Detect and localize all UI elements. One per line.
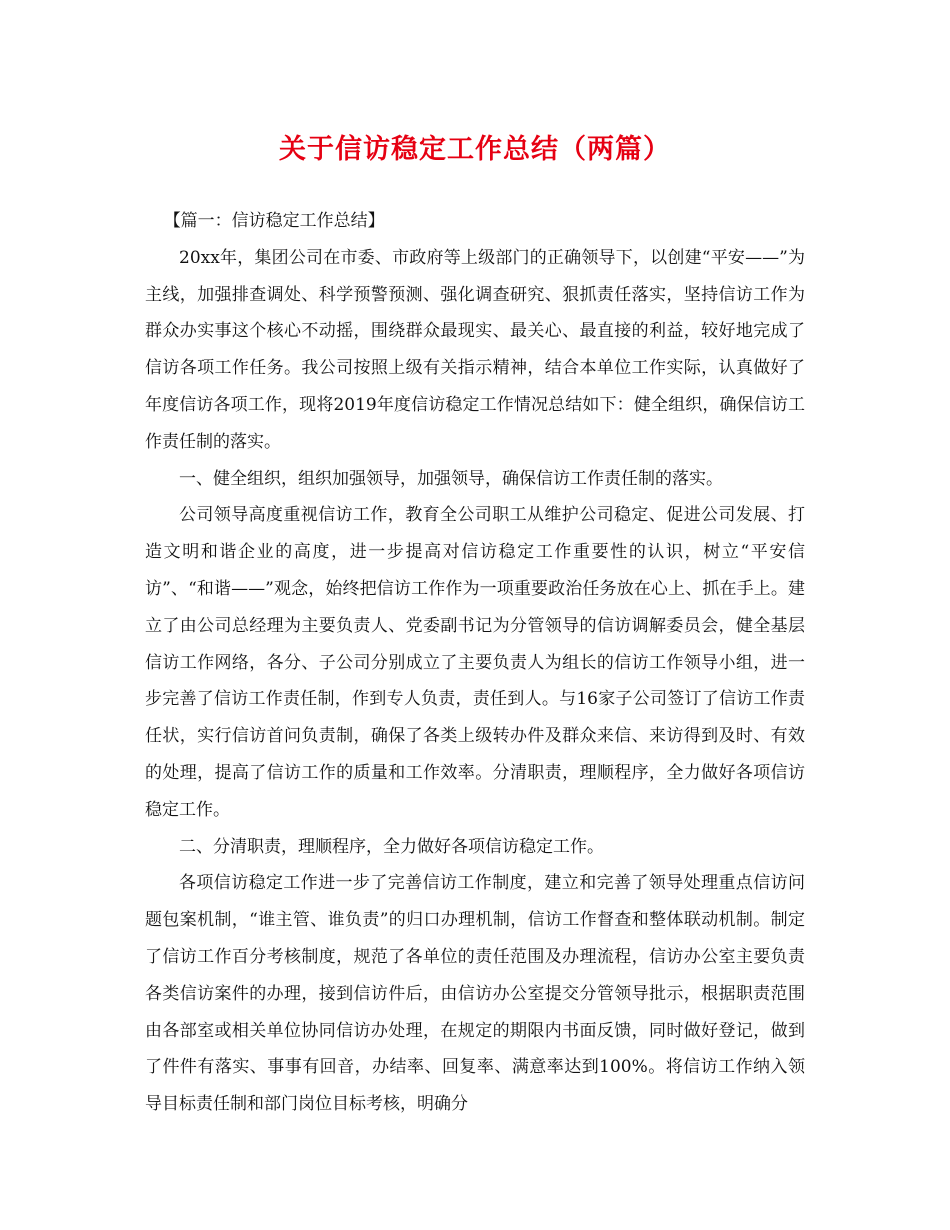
document-body (145, 203, 805, 1123)
paragraph: 20xx年，集团公司在市委、市政府等上级部门的正确领导下，以创建“平安——”为主线，加强排查调处、科学预警预测、强化调查研究、狠抓责任落实，坚持信访工作为群众办实事这个核心不动摇，围绕群众最现实、最关心、最直接的利益，较好地完成了信访各项工作任务。我公司按照上级有关指示精神，结合本单位工作实际，认真做好了年度信访各项工作，现将2019年度信访稳定工作情况总结如下：健全组织，确保信访工作责任制的落实。 (145, 247, 805, 452)
paragraph: 二、分清职责，理顺程序，全力做好各项信访稳定工作。 (179, 836, 604, 857)
section-heading: 【篇一：信访稳定工作总结】 (163, 211, 385, 231)
paragraph: 一、健全组织，组织加强领导，加强领导，确保信访工作责任制的落实。 (179, 468, 723, 489)
paragraph: 公司领导高度重视信访工作，教育全公司职工从维护公司稳定、促进公司发展、打造文明和谐企业的高度，进一步提高对信访稳定工作重要性的认识，树立“平安信访”、“和谐——”观念，始终把信访工作作为一项重要政治任务放在心上、抓在手上。建立了由公司总经理为主要负责人、党委副书记为分管领导的信访调解委员会，健全基层信访工作网络，各分、子公司分别成立了主要负责人为组长的信访工作领导小组，进一步完善了信访工作责任制，作到专人负责，责任到人。与16家子公司签订了信访工作责任状，实行信访首问负责制，确保了各类上级转办件及群众来信、来访得到及时、有效的处理，提高了信访工作的质量和工作效率。分清职责，理顺程序，全力做好各项信访稳定工作。 (145, 505, 805, 820)
document-title: 关于信访稳定工作总结（两篇） (279, 134, 671, 165)
paragraph: 各项信访稳定工作进一步了完善信访工作制度，建立和完善了领导处理重点信访问题包案机制，“谁主管、谁负责”的归口办理机制，信访工作督查和整体联动机制。制定了信访工作百分考核制度，规范了各单位的责任范围及办理流程，信访办公室主要负责各类信访案件的办理，接到信访件后，由信访办公室提交分管领导批示，根据职责范围由各部室或相关单位协同信访办处理，在规定的期限内书面反馈，同时做好登记，做到了件件有落实、事事有回音，办结率、回复率、满意率达到100%。将信访工作纳入领导目标责任制和部门岗位目标考核，明确分 (145, 873, 805, 1115)
